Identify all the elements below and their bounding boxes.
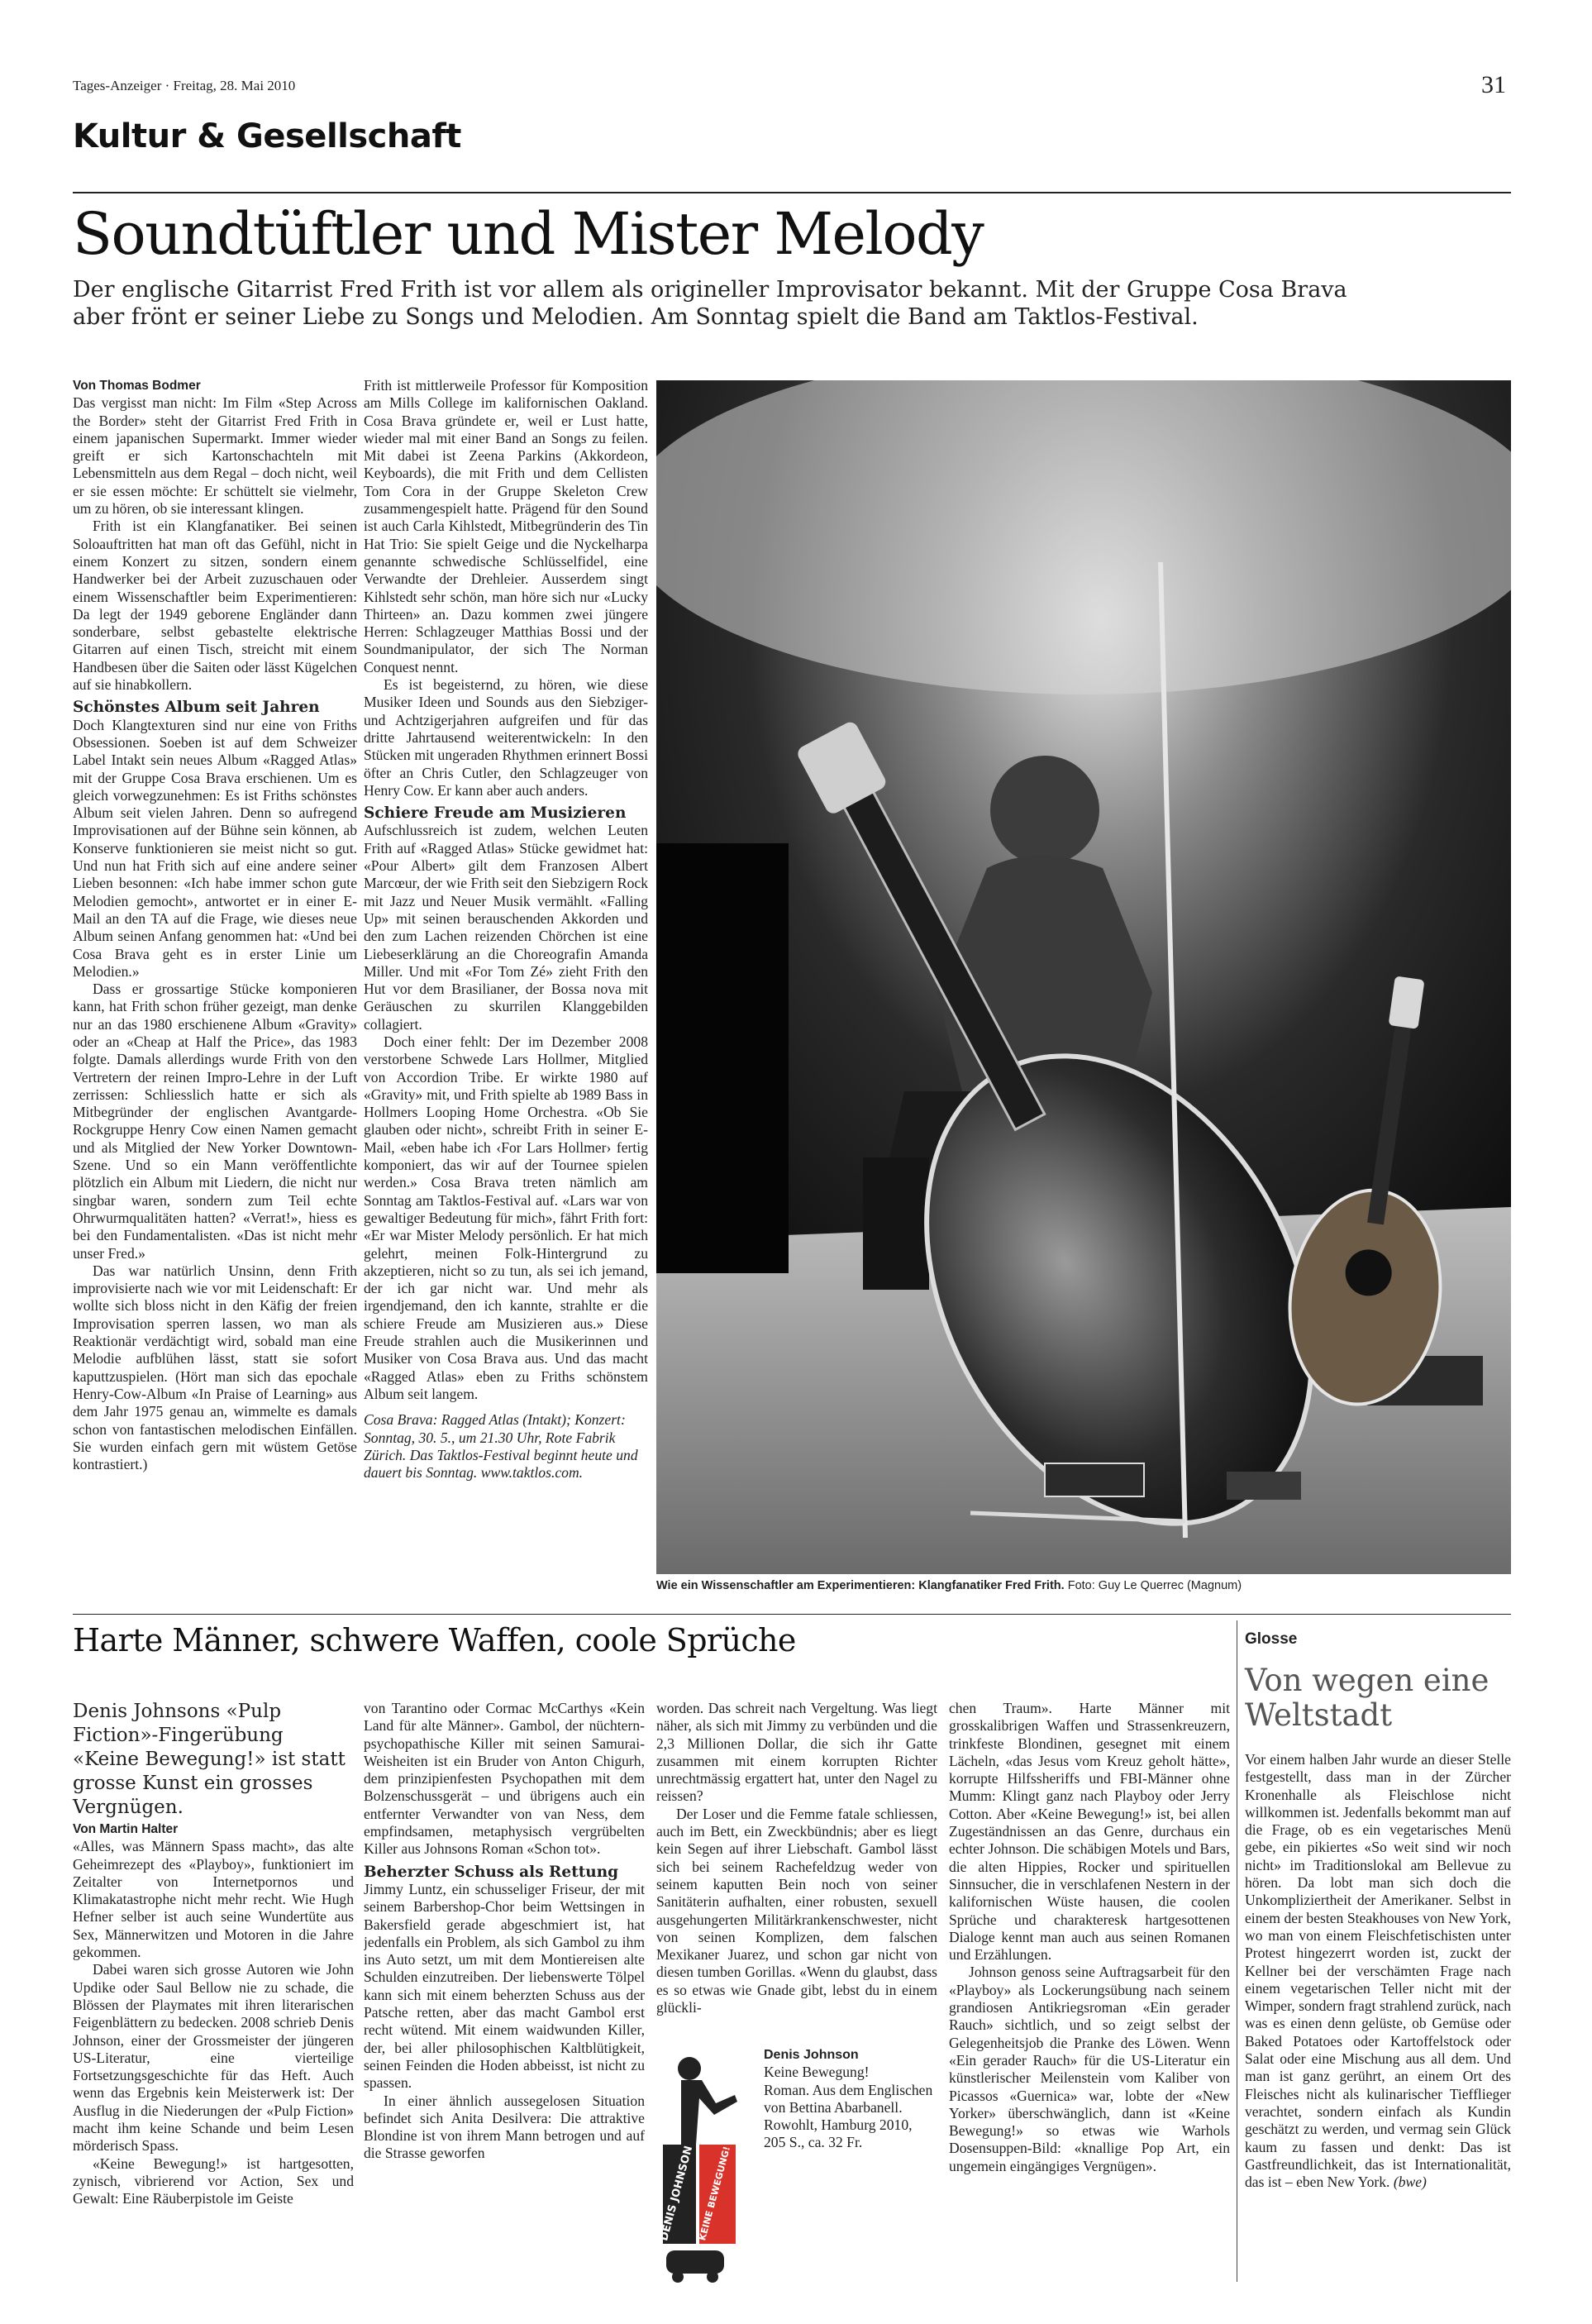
article-headline: Soundtüftler und Mister Melody xyxy=(73,200,984,268)
book-info xyxy=(764,2045,937,2152)
paragraph: «Alles, was Männern Spass macht», das alte Geheimrezept des «Playboy», funktioniert im Zeitalter von Internetpornos und Klimakatastrophe nicht mehr recht. Wie Hugh Hefner selber ist auch seine Wundertüte aus Sex, Männerwitzen und Motoren in die Jahre gekommen. xyxy=(73,1838,354,1961)
paragraph: Es ist begeisternd, zu hören, wie diese Musiker Ideen und Sounds aus den Siebziger- und Achtzigerjahren aufgreifen und für das dritte Jahrtausend weiterentwickeln: In den Stücken mit ungeraden Rhythmen erinnert Bossi öfter an Chris Cutler, den Schlagzeuger von Henry Cow. Er kann aber auch anders. xyxy=(364,676,648,799)
header-rule xyxy=(73,192,1511,193)
event-info: Cosa Brava: Ragged Atlas (Intakt); Konzert: Sonntag, 30. 5., um 21.30 Uhr, Rote Fabrik Zürich. Das Taktlos-Festival beginnt heute und dauert bis Sonntag. www.taktlos.com. xyxy=(364,1411,638,1482)
cover-author-text: DENIS JOHNSON xyxy=(658,2145,696,2243)
paragraph: worden. Das schreit nach Vergeltung. Was liegt näher, als sich mit Jimmy zu verbünden und die 2,3 Millionen Dollar, die sich ihr Gatte zusammen mit einem korrupten Richter unrechtmässig ergattert hat, unter den Nagel zu reissen? xyxy=(656,1700,937,1805)
paragraph: Dass er grossartige Stücke komponieren kann, hat Frith schon früher gezeigt, man denke nur an das 1980 erschienene Album «Gravity» oder an «Cheap at Half the Price», das 1983 folgte. Damals allerdings wurde Frith von den Vertretern der reinen Impro-Lehre in der Luft zerrissen: Schliesslich hatte er sich als Mitbegründer der englischen Avantgarde-Rockgruppe Henry Cow einen Namen gemacht und als Mitglied der New Yorker Downtown-Szene. Und so ein Mann veröffentlichte plötzlich ein Album mit Liedern, die nicht nur singbar waren, sondern zum Teil echte Ohrwurmqualitäten hatten? «Verrat!», hiess es bei den Fundamentalisten. «Das ist nicht mehr unser Fred.» xyxy=(73,981,357,1262)
paragraph: Jimmy Luntz, ein schusseliger Friseur, der mit seinem Barbershop-Chor beim Wettsingen in Bakersfield gerade abgeschmiert ist, hat jedenfalls ein Problem, als sich Gambol zu ihm ins Auto setzt, um mit dem Montiereisen alte Schulden einzutreiben. Der liebenswerte Tölpel kann sich mit einem beherzten Schuss aus der Patsche retten, aber das macht Gambol erst recht wütend. Mit einem waidwunden Killer, der, bei aller philosophischen Kaltblütigkeit, seinen Feinden die Hoden abbeisst, ist nicht zu spassen. xyxy=(364,1880,645,2092)
guitarist-photo-illustration xyxy=(656,380,1511,1574)
glosse-body: Vor einem halben Jahr wurde an dieser Stelle festgestellt, dass man in der Zürcher Kronenhalle als Fleischlose nicht willkommen ist. Jedenfalls bekommt man auf die Frage, ob es ein vegetarisches Menü gebe, ein pikiertes «So weit sind wir noch nicht» im Traditionslokal am Bellevue zu hören. Da lobt man sich doch die Unkompliziertheit der Amerikaner. Selbst in einem der besten Steakhouses von New York, wo man von einem Fleischfetischisten unter Protest hingezerrt worden ist, zuckt der Kellner bei der verschämten Frage nach einem vegetarischen Teller nicht mit der Wimper, sondern fragt strahlend zurück, nach was es einen denn gelüste, ob Gemüse oder Baked Potatoes oder Kartoffelstock oder Salat oder eine Mischung aus all dem. Und man ist ganz gerührt, an einem Ort des Fleisches nicht als kulinarischer Tiefflieger verachtet, sondern einfach als Kundin geschätzt zu werden, und vermag sein Glück kaum zu fassen und denkt: Das ist Gastfreundlichkeit, das ist Internationalität, das ist – eben New York. xyxy=(1245,1751,1511,2191)
book-title: Keine Bewegung! xyxy=(764,2064,870,2081)
paragraph: In einer ähnlich aussegelosen Situation befindet sich Anita Desilvera: Die attraktive Blondine ist von ihrem Mann betrogen und auf die Strasse geworfen xyxy=(364,2092,645,2162)
paragraph: Frith ist mittlerweile Professor für Komposition am Mills College im kalifornischen Oakland. Cosa Brava gründete er, weil er Lust hatte, wieder mal mit einer Band an Songs zu feilen. Mit dabei ist Zeena Parkins (Akkordeon, Keyboards), die mit Frith und dem Cellisten Tom Cora in der Gruppe Skeleton Crew zusammengespielt hatte. Prägend für den Sound ist auch Carla Kihlstedt, Mitbegründerin des Tin Hat Trio: Sie spielt Geige und die Nyckelharpa genannte schwedische Schlüsselfidel, eine Verwandte der Drehleier. Ausserdem singt Kihlstedt sehr schön, man höre sich nur «Lucky Thirteen» an. Dazu kommen zwei jüngere Herren: Schlagzeuger Matthias Bossi und der Soundmanipulator, der sich The Norman Conquest nennt. xyxy=(364,377,648,675)
book-cover-illustration xyxy=(656,2045,747,2285)
subheading: Schiere Freude am Musizieren xyxy=(364,804,627,823)
photo-credit: Foto: Guy Le Querrec (Magnum) xyxy=(1067,1579,1242,1592)
paragraph: Der Loser und die Femme fatale schliessen, auch im Bett, ein Zweckbündnis; aber es liegt kein Segen auf ihrer Liebschaft. Gambol lässt sich bei seinem Rachefeldzug weder von seinem kaputten Bein noch von seiner Sanitäterin aufhalten, einer robusten, sexuell ausgehungerten Militärkrankenschwester, nicht von seinen Komplizen, dem falschen Mexikaner Juarez, und schon gar nicht von diesen tumben Gorillas. «Wenn du glaubst, dass es so etwas wie Gnade gibt, lebst du in einem glückli- xyxy=(656,1805,937,2016)
book-author: Denis Johnson xyxy=(764,2048,859,2062)
cover-title-text: KEINE BEWEGUNG! xyxy=(697,2145,733,2242)
glosse-label: Glosse xyxy=(1245,1630,1298,1648)
byline: Von Thomas Bodmer xyxy=(73,379,201,393)
subheading: Schönstes Album seit Jahren xyxy=(73,699,320,717)
paragraph: Frith ist ein Klangfanatiker. Bei seinen Soloauftritten hat man oft das Gefühl, nicht in einem Konzert zu sitzen, sondern einem Handwerker bei der Arbeit zuzuschauen oder einem Wissenschaftler beim Experimentieren: Da legt der 1949 geborene Engländer dann sonderbare, selbst gebastelte elektrische Gitarren auf einen Tisch, streicht mit einem Handbesen über die Saiten oder lässt Kügelchen auf sie hinabkollern. xyxy=(73,518,357,694)
paragraph: von Tarantino oder Cormac McCarthys «Kein Land für alte Männer». Gambol, der nüchtern-psychopathische Killer mit seinen Samurai-Weisheiten ist ein Bruder von Anton Chigurh, dem prinzipienfesten Psychopathen mit dem Bolzenschussgerät – und übrigens auch ein entfernter Verwandter von van Ness, dem empfindsamen, metaphysisch vergrübelten Killer aus Johnsons Roman «Schon tot». xyxy=(364,1700,645,1858)
caption-text: Wie ein Wissenschaftler am Experimentieren: Klangfanatiker Fred Frith. xyxy=(656,1579,1065,1592)
article-lead: Der englische Gitarrist Fred Frith ist vor allem als origineller Improvisator bekannt. Mit der Gruppe Cosa Brava aber frönt er seiner Liebe zu Songs und Melodien. Am Sonntag spielt die Band am Taktlos-Festival. xyxy=(73,277,1347,330)
second-column-3 xyxy=(656,1700,937,2047)
paragraph: Das vergisst man nicht: Im Film «Step Across the Border» steht der Gitarrist Fred Frith in einem japanischen Supermarkt. Immer wieder greift er sich Kartonschachteln mit Lebensmitteln aus dem Regal – doch nicht, weil er sie essen möchte: Er schüttelt sie vielmehr, um zu hören, ob sie interessant klingen. xyxy=(73,394,357,518)
second-article-headline: Harte Männer, schwere Waffen, coole Sprüche xyxy=(73,1622,796,1658)
folio-line: Tages-Anzeiger · Freitag, 28. Mai 2010 xyxy=(73,78,296,93)
second-article-lead: Denis Johnsons «Pulp Fiction»-Fingerübung «Keine Bewegung!» ist statt grosse Kunst ein grosses Vergnügen. xyxy=(73,1701,346,1818)
glosse-column xyxy=(1245,1751,1511,2283)
paragraph: Das war natürlich Unsinn, denn Frith improvisierte nach wie vor mit Leidenschaft: Er wollte sich bloss nicht in den Käfig der freien Improvisation sperren lassen, wo man als Reaktionär verdächtigt wird, sobald man eine Melodie aufblühen lässt, statt sie sofort kaputtzuspielen. (Hört man sich das epochale Henry-Cow-Album «In Praise of Learning» aus dem Jahr 1975 genau an, wimmelte es damals schon von fantastischen melodischen Einfällen. Sie wurden einfach gern mit wüstem Getöse kontrastiert.) xyxy=(73,1262,357,1473)
photo-caption xyxy=(656,1579,1242,1592)
paragraph: Aufschlussreich ist zudem, welchen Leuten Frith auf «Ragged Atlas» Stücke gewidmet hat: «Pour Albert» gilt dem Franzosen Albert Marcœur, der wie Frith seit den Siebzigern Rock mit Jazz und Neuer Musik vermählt. «Falling Up» mit seinen berauschenden Akkorden und den zum Lachen reizenden Chörchen ist eine Liebeserklärung an die Choreografin Amanda Miller. Und mit «For Tom Zé» zieht Frith den Hut vor dem Brasilianer, der Bossa nova mit Geräuschen zu skurrilen Klanggebilden collagiert. xyxy=(364,822,648,1033)
byline: Von Martin Halter xyxy=(73,1822,179,1836)
paragraph: chen Traum». Harte Männer mit grosskalibrigen Waffen und Strassenkreuzern, trinkfeste Blondinen, gesegnet mit einem Lächeln, «das Jesus vom Kreuz geholt hätte», korrupte Hilfssheriffs und FBI-Männer ohne Mumm: Klingt ganz nach Playboy oder Jerry Cotton. Aber «Keine Bewegung!» ist, bei allen Zugeständnissen an das Genre, durchaus ein echter Johnson. Die schäbigen Motels und Bars, die alten Hippies, Rocker und spirituellen Sinnsucher, die in verschlafenen Nestern in der kalifornischen Wüste hausen, die coolen Sprüche und charakteresk hartgesottenen Dialoge kennt man auch aus seinen Romanen und Erzählungen. xyxy=(949,1700,1230,1964)
section-title: Kultur & Gesellschaft xyxy=(73,117,461,155)
second-column-2 xyxy=(364,1700,645,2283)
paragraph: Dabei waren sich grosse Autoren wie John Updike oder Saul Bellow nie zu schade, die Blössen der Playmates mit ihren literarischen Feigenblättern zu bedecken. 2008 schrieb Denis Johnson, einer der Grossmeister der jüngeren US-Literatur, eine vierteilige Fortsetzungsgeschichte für das Heft. Auch wenn das Ergebnis kein Meisterwerk ist: Der Ausflug in die Niederungen der «Pulp Fiction» macht ihm keine Schande und beim Lesen mörderisch Spass. xyxy=(73,1961,354,2155)
section-divider xyxy=(73,1614,1511,1615)
second-column-4 xyxy=(949,1700,1230,2283)
glosse-signature: (bwe) xyxy=(1393,2174,1427,2191)
article-photo xyxy=(656,380,1511,1574)
book-details: Roman. Aus dem Englischen von Bettina Abarbanell. Rowohlt, Hamburg 2010, 205 S., ca. 32 Fr. xyxy=(764,2081,933,2151)
paragraph: Johnson genoss seine Auftragsarbeit für den «Playboy» als Lockerungsübung nach seinem grandiosen Antikriegsroman «Ein gerader Rauch» sichtlich, und so zeigt selbst der Gelegenheitsjob die Pranke des Löwen. Wenn «Ein gerader Rauch» für die US-Literatur ein künstlerischer Meilenstein vom Kaliber von Picassos «Guernica» war, lobte der «New Yorker» überschwänglich, dann ist «Keine Bewegung!» so etwas wie Warhols Dosensuppen-Bild: «knallige Pop Art, ein ungemein eingängiges Vergnügen». xyxy=(949,1964,1230,2174)
paragraph: Doch Klangtexturen sind nur eine von Friths Obsessionen. Soeben ist auf dem Schweizer Label Intakt sein neues Album «Ragged Atlas» mit der Gruppe Cosa Brava erschienen. Um es gleich vorwegzunehmen: Es ist Friths schönstes Album seit vielen Jahren. Denn so aufregend Improvisationen auf der Bühne sein können, ab Konserve funktionieren sie meist nicht so gut. Und nun hat Frith sich auf eine andere seiner Lieben besonnen: «Ich habe immer schon gute Melodien gemocht», antwortet er in einer E-Mail an den TA auf die Frage, wie dieses neue Album seinen Anfang genommen hat: «Und bei Cosa Brava geht es in erster Linie um Melodien.» xyxy=(73,716,357,980)
book-cover xyxy=(656,2045,747,2285)
paragraph: Doch einer fehlt: Der im Dezember 2008 verstorbene Schwede Lars Hollmer, Mitglied von Accordion Tribe. Er wirkte 1980 auf «Gravity» mit, und Frith spielte ab 1989 Bass in Hollmers Looping Home Orchestra. «Ob Sie glauben oder nicht», schreibt Frith in seiner E-Mail, «eben habe ich ‹For Lars Hollmer› fertig komponiert, das wir auf der Tournee spielen werden.» Cosa Brava treten nämlich am Sonntag am Taktlos-Festival auf. «Lars war von gewaltiger Bedeutung für mich», fährt Frith fort: «Er war Mister Melody persönlich. Er hat mich gelehrt, meinen Folk-Hintergrund zu akzeptieren, nicht so zu tun, als sei ich jemand, der ich gar nicht war. Und mehr als irgendjemand, den ich kannte, strahlte er die schiere Freude am Musizieren aus.» Diese Freude strahlen auch die Musikerinnen und Musiker von Cosa Brava aus. Und das macht «Ragged Atlas» eben zu Friths schönstem Album seit langem. xyxy=(364,1033,648,1402)
subheading: Beherzter Schuss als Rettung xyxy=(364,1863,619,1881)
second-column-1 xyxy=(73,1821,354,2283)
paragraph: «Keine Bewegung!» ist hartgesotten, zynisch, vibrierend vor Action, Sex und Gewalt: Eine Räuberpistole im Geiste xyxy=(73,2155,354,2207)
glosse-headline: Von wegen eine Weltstadt xyxy=(1245,1663,1490,1733)
page-number: 31 xyxy=(1481,71,1506,98)
article-column-1 xyxy=(73,377,357,1898)
glosse-text xyxy=(1245,1751,1511,2191)
